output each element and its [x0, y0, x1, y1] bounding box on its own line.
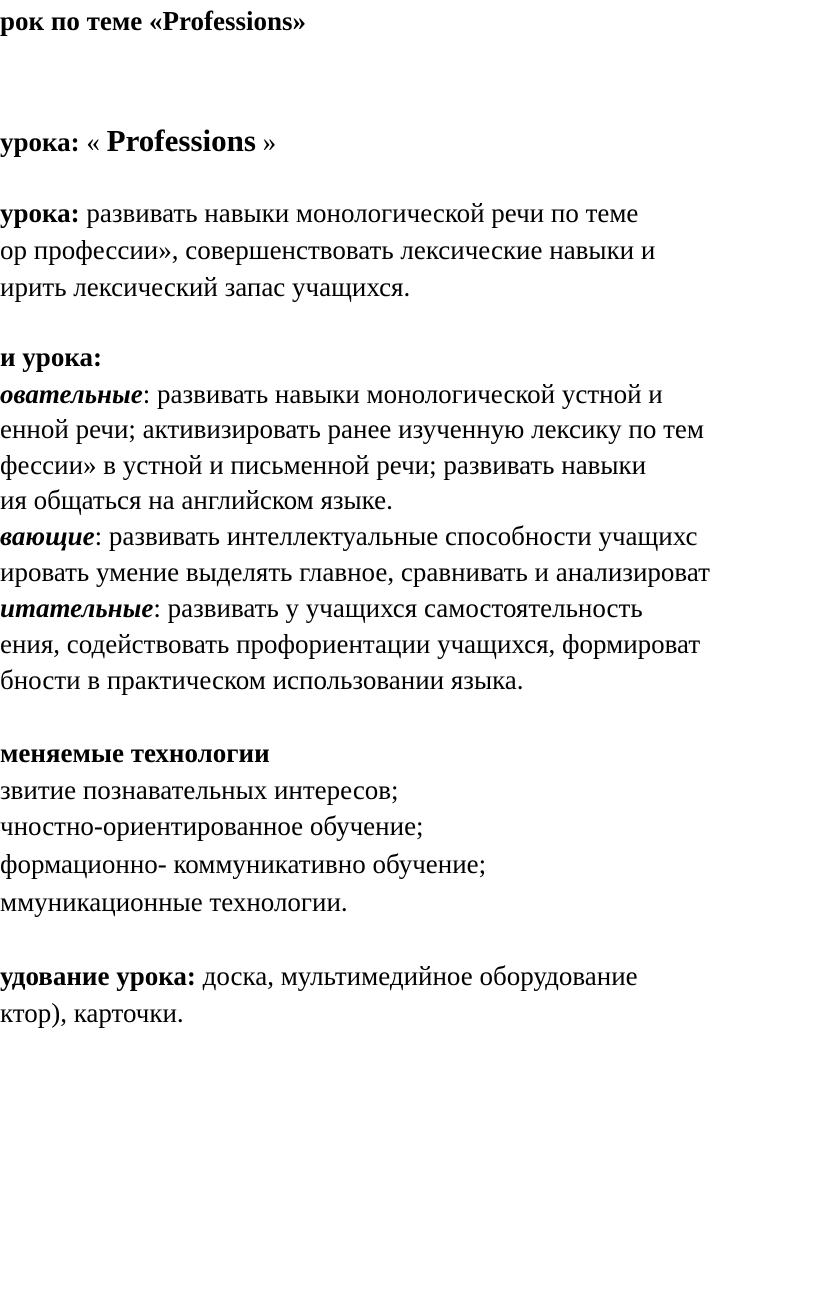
topic-close-quote: »	[262, 127, 277, 157]
goal-text-1: развивать навыки монологической речи по теме	[86, 198, 639, 228]
technology-item: звитие познавательных интересов;	[0, 775, 399, 805]
equipment-label: удование урока:	[0, 961, 196, 991]
educational-label: овательные	[0, 379, 143, 409]
educational-line-3: фессии» в устной и письменной речи; развивать навыки	[0, 450, 647, 480]
topic-label: урока:	[0, 127, 80, 157]
educational-line-2: енной речи; активизировать ранее изученную лексику по тем	[0, 414, 704, 444]
goal-line-1	[0, 200, 638, 227]
topic-open-quote: «	[86, 127, 100, 157]
developing-label: вающие	[0, 521, 95, 551]
topic-value: Professions	[106, 123, 256, 158]
goal-line-3: ирить лексический запас учащихся.	[0, 272, 411, 302]
equipment-text-1: доска, мультимедийное оборудование	[202, 961, 638, 991]
upbringing-text-1: : развивать у учащихся самостоятельность	[153, 593, 643, 623]
upbringing-label: итательные	[0, 593, 154, 623]
technologies-heading: меняемые технологии	[0, 738, 270, 768]
developing-line-2: ировать умение выделять главное, сравнивать и анализироват	[0, 557, 710, 587]
lesson-title	[0, 8, 306, 35]
upbringing-line-3: бности в практическом использовании языка.	[0, 665, 524, 695]
lesson-title-text: рок по теме «Professions»	[0, 6, 307, 36]
developing-text-1: : развивать интеллектуальные способности учащихс	[94, 521, 698, 551]
developing-line-1	[0, 523, 697, 550]
educational-line-4: ия общаться на английском языке.	[0, 485, 393, 515]
technology-item: формационно- коммуникативно обучение;	[0, 849, 487, 879]
equipment-line-2: ктор), карточки.	[0, 998, 184, 1028]
equipment-line-1	[0, 963, 638, 990]
technology-item: ммуникационные технологии.	[0, 887, 348, 917]
lesson-topic	[0, 125, 276, 156]
technology-item: чностно-ориентированное обучение;	[0, 811, 424, 841]
educational-line-1	[0, 381, 663, 408]
upbringing-line-2: ения, содействовать профориентации учащихся, формироват	[0, 629, 701, 659]
goal-label: урока:	[0, 198, 80, 228]
upbringing-line-1	[0, 595, 643, 622]
goal-line-2: ор профессии», совершенствовать лексические навыки и	[0, 235, 656, 265]
educational-text-1: : развивать навыки монологической устной и	[142, 379, 663, 409]
tasks-heading: и урока:	[0, 342, 102, 372]
